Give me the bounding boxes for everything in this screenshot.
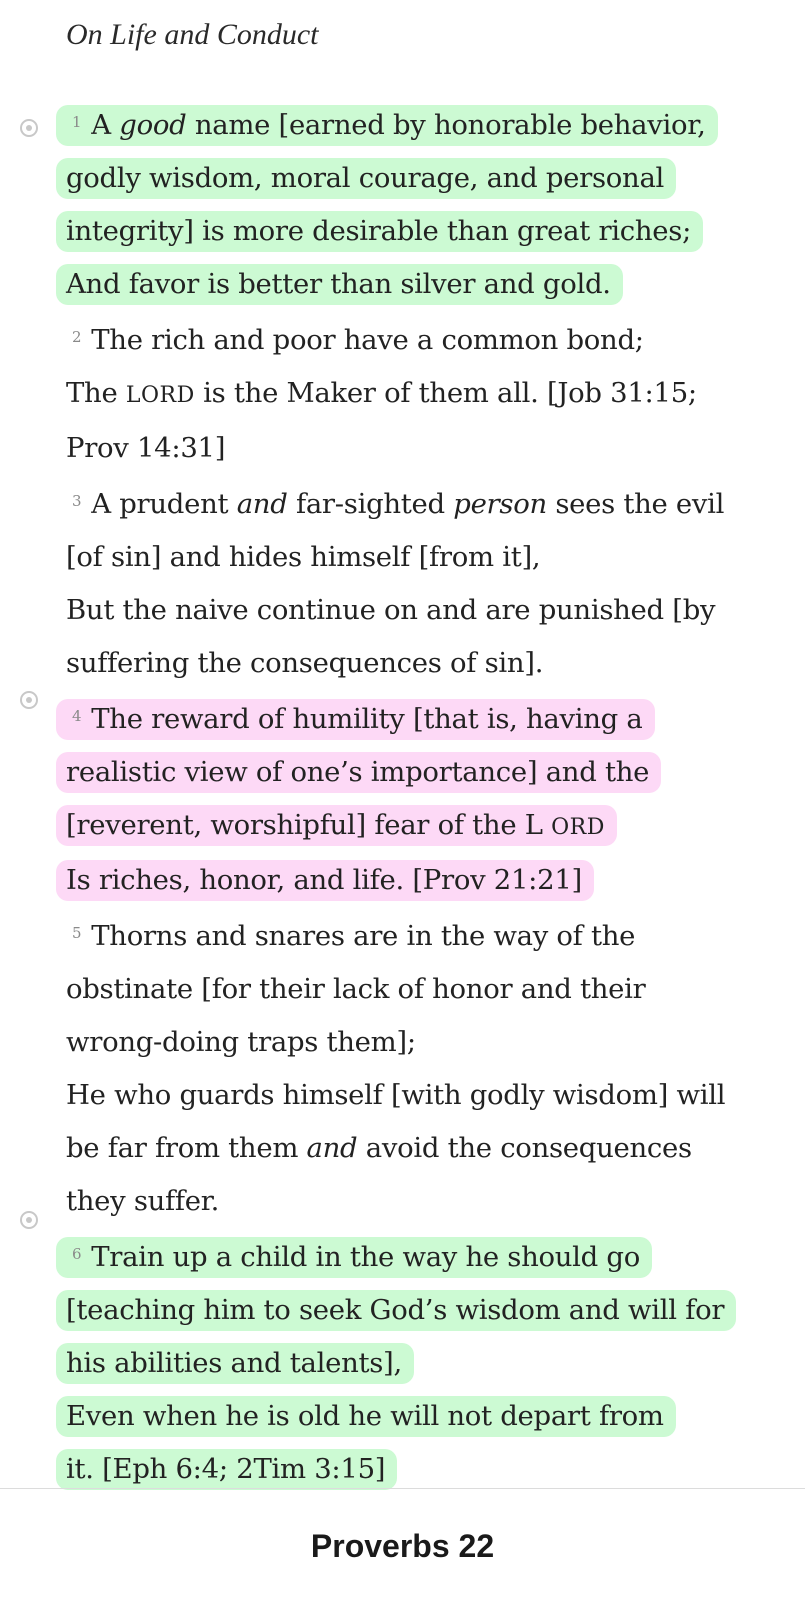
verse-4-line[interactable] xyxy=(66,799,766,854)
verse-4-line[interactable] xyxy=(66,746,766,799)
verse-text: sees the evil xyxy=(546,488,725,520)
verse-text: He who guards himself [with godly wisdom] will xyxy=(66,1079,726,1111)
verse-text: The reward of humility [that is, having a xyxy=(91,703,643,735)
verse-number: 5 xyxy=(72,924,82,942)
verse-4-select-radio[interactable] xyxy=(20,691,38,709)
verse-number: 3 xyxy=(72,492,82,510)
verse-text: far-sighted xyxy=(287,488,454,520)
verse-3-line[interactable] xyxy=(66,531,766,584)
verse-text: his abilities and talents], xyxy=(66,1347,402,1379)
verse-2-line[interactable] xyxy=(66,367,766,422)
verse-5-line[interactable] xyxy=(66,1069,766,1122)
verse-text: realistic view of one’s importance] and the xyxy=(66,756,650,788)
verse-text: But the naive continue on and are punished [by xyxy=(66,594,716,626)
verse-text: avoid the consequences xyxy=(357,1132,692,1164)
verse-text: [reverent, worshipful] fear of the L xyxy=(66,809,552,841)
verse-number: 2 xyxy=(72,328,82,346)
footer-divider xyxy=(0,1488,805,1489)
verse-text: suffering the consequences of sin]. xyxy=(66,647,544,679)
verse-1-line[interactable] xyxy=(66,152,766,205)
verse-number: 6 xyxy=(72,1245,82,1263)
verse-6-line[interactable] xyxy=(66,1228,766,1284)
verse-text: [of sin] and hides himself [from it], xyxy=(66,541,541,573)
lord-small-caps: ORD xyxy=(551,815,605,840)
section-heading: On Life and Conduct xyxy=(66,18,319,51)
verse-text: Prov 14:31] xyxy=(66,432,226,464)
chapter-label[interactable]: Proverbs 22 xyxy=(310,1528,495,1564)
verse-4-line[interactable] xyxy=(66,690,766,746)
verse-number: 4 xyxy=(72,707,82,725)
verse-text: integrity] is more desirable than great riches; xyxy=(66,215,692,247)
verse-1-line[interactable] xyxy=(66,96,766,152)
verse-6-line[interactable] xyxy=(66,1284,766,1337)
verse-text-italic: and xyxy=(306,1132,358,1164)
verse-2-line[interactable] xyxy=(66,422,766,475)
verse-text-italic: and xyxy=(236,488,288,520)
verse-text: godly wisdom, moral courage, and personal xyxy=(66,162,665,194)
verse-text: Is riches, honor, and life. [Prov 21:21] xyxy=(66,864,582,896)
verse-text: obstinate [for their lack of honor and their xyxy=(66,973,646,1005)
verse-4-line[interactable] xyxy=(66,854,766,907)
verse-text: [teaching him to seek God’s wisdom and will for xyxy=(66,1294,725,1326)
verse-text: they suffer. xyxy=(66,1185,220,1217)
verse-text: name [earned by honorable behavior, xyxy=(186,109,706,141)
verse-1-line[interactable] xyxy=(66,258,766,311)
verse-6-line[interactable] xyxy=(66,1337,766,1390)
verse-text: is the Maker of them all. [Job 31:15; xyxy=(194,377,697,409)
verse-text: be far from them xyxy=(66,1132,307,1164)
verse-text: The xyxy=(66,377,126,409)
verse-number: 1 xyxy=(72,113,82,131)
verse-5-line[interactable] xyxy=(66,963,766,1016)
scripture-passage xyxy=(66,96,766,1496)
verse-text-italic: good xyxy=(119,109,187,141)
verse-3-line[interactable] xyxy=(66,584,766,637)
verse-text: A prudent xyxy=(91,488,237,520)
verse-6-line[interactable] xyxy=(66,1390,766,1443)
verse-3-line[interactable] xyxy=(66,637,766,690)
verse-text: Train up a child in the way he should go xyxy=(91,1241,640,1273)
verse-text-italic: person xyxy=(453,488,547,520)
verse-text: Thorns and snares are in the way of the xyxy=(91,920,636,952)
verse-2-line[interactable] xyxy=(66,311,766,367)
verse-text: Even when he is old he will not depart from xyxy=(66,1400,664,1432)
verse-text: A xyxy=(91,109,120,141)
verse-text: wrong-doing traps them]; xyxy=(66,1026,416,1058)
verse-6-select-radio[interactable] xyxy=(20,1211,38,1229)
verse-1-select-radio[interactable] xyxy=(20,119,38,137)
verse-text: it. [Eph 6:4; 2Tim 3:15] xyxy=(66,1453,386,1485)
verse-3-line[interactable] xyxy=(66,475,766,531)
verse-5-line[interactable] xyxy=(66,1016,766,1069)
verse-5-line[interactable] xyxy=(66,1122,766,1175)
verse-1-line[interactable] xyxy=(66,205,766,258)
verse-5-line[interactable] xyxy=(66,1175,766,1228)
lord-small-caps: LORD xyxy=(125,383,195,408)
verse-text: The rich and poor have a common bond; xyxy=(91,324,644,356)
verse-5-line[interactable] xyxy=(66,907,766,963)
verse-text: And favor is better than silver and gold. xyxy=(66,268,611,300)
